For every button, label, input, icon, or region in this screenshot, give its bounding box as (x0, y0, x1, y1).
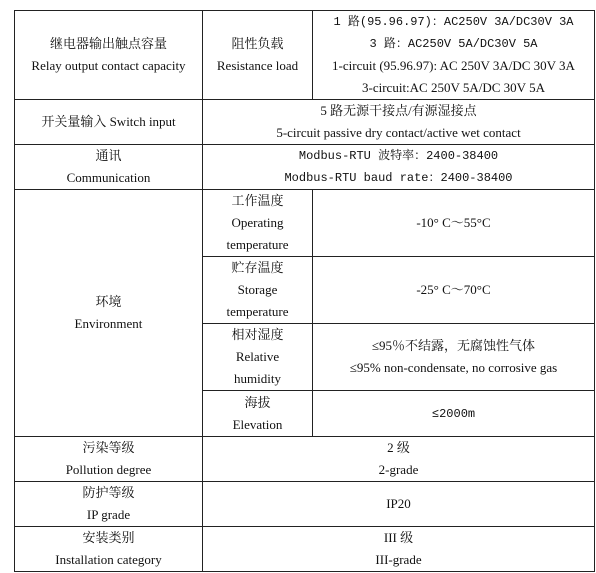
elevation-zh: 海拔 (244, 394, 271, 410)
pollution-label-zh: 污染等级 (82, 440, 135, 455)
protection-label-en: IP grade (86, 507, 131, 522)
relay-value-line: 3-circuit:AC 250V 5A/DC 30V 5A (362, 80, 545, 95)
installation-value-zh: III 级 (383, 530, 414, 545)
humidity-value-en: ≤95% non-condensate, no corrosive gas (349, 360, 558, 375)
storage-temp-label-cell (203, 257, 313, 324)
relay-label-zh: 继电器输出触点容量 (49, 36, 167, 51)
installation-label-zh: 安装类别 (82, 530, 135, 545)
storage-temp-en2: temperature (226, 304, 289, 319)
humidity-label-cell (203, 324, 313, 391)
storage-temp-zh: 贮存温度 (231, 260, 284, 275)
operating-temp-row (15, 190, 595, 257)
relay-values-cell (313, 11, 595, 100)
communication-label-en: Communication (66, 170, 151, 185)
humidity-en2: humidity (234, 371, 281, 386)
relay-value-line: 1 路(95.96.97)：AC250V 3A/DC30V 3A (333, 15, 574, 29)
humidity-en1: Relative (235, 349, 280, 364)
switch-input-value-en: 5-circuit passive dry contact/active wet contact (276, 125, 521, 140)
elevation-label-cell (203, 391, 313, 437)
pollution-label-cell (15, 437, 203, 482)
storage-temp-en1: Storage (237, 282, 278, 297)
relay-value-line: 1-circuit (95.96.97): AC 250V 3A/DC 30V 3A (332, 58, 575, 73)
relay-row (15, 11, 595, 100)
relay-value-line: 3 路：AC250V 5A/DC30V 5A (369, 37, 538, 51)
pollution-value-zh: 2 级 (387, 440, 410, 455)
protection-value: IP20 (203, 482, 595, 527)
protection-row (15, 482, 595, 527)
switch-input-row (15, 100, 595, 145)
operating-temp-en2: temperature (226, 237, 289, 252)
operating-temp-zh: 工作温度 (231, 193, 284, 208)
switch-input-label: 开关量输入 Switch input (15, 100, 203, 145)
relay-sub-zh: 阻性负载 (231, 36, 284, 51)
relay-sub-en: Resistance load (216, 58, 299, 73)
installation-label-en: Installation category (55, 552, 162, 567)
environment-label-zh: 环境 (95, 294, 122, 309)
spec-table (14, 10, 595, 572)
environment-label-cell (15, 190, 203, 437)
communication-row (15, 145, 595, 190)
relay-label-cell (15, 11, 203, 100)
protection-label-cell (15, 482, 203, 527)
storage-temp-value: -25° C～70°C (313, 257, 595, 324)
humidity-value-cell (313, 324, 595, 391)
installation-value-en: III-grade (375, 552, 422, 567)
protection-label-zh: 防护等级 (82, 485, 135, 500)
communication-value-zh: Modbus-RTU 波特率：2400-38400 (298, 149, 499, 163)
pollution-value-en: 2-grade (378, 462, 419, 477)
operating-temp-label-cell (203, 190, 313, 257)
humidity-zh: 相对湿度 (231, 327, 284, 342)
communication-value-en: Modbus-RTU baud rate：2400-38400 (284, 171, 513, 185)
installation-label-cell (15, 527, 203, 572)
operating-temp-en1: Operating (231, 215, 284, 230)
pollution-label-en: Pollution degree (65, 462, 152, 477)
communication-label-cell (15, 145, 203, 190)
humidity-value-zh: ≤95％不结露，无腐蚀性气体 (371, 338, 536, 353)
pollution-row (15, 437, 595, 482)
switch-input-value-cell (203, 100, 595, 145)
relay-sub-cell (203, 11, 313, 100)
environment-label-en: Environment (74, 316, 143, 331)
relay-label-en: Relay output contact capacity (31, 58, 186, 73)
installation-row (15, 527, 595, 572)
pollution-value-cell (203, 437, 595, 482)
switch-input-value-zh: 5 路无源干接点/有源湿接点 (320, 103, 477, 118)
operating-temp-value: -10° C～55°C (313, 190, 595, 257)
elevation-value: ≤2000m (313, 391, 595, 437)
communication-label-zh: 通讯 (95, 148, 122, 163)
installation-value-cell (203, 527, 595, 572)
communication-value-cell (203, 145, 595, 190)
elevation-en: Elevation (232, 416, 283, 432)
